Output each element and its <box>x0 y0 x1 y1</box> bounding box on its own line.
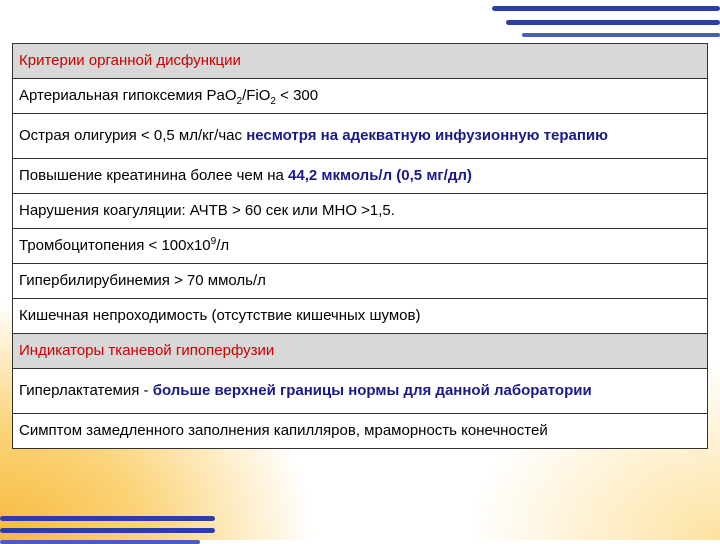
table-row <box>13 159 708 194</box>
decor-line <box>0 528 215 533</box>
decor-line <box>522 33 720 37</box>
criterion-ileus: Кишечная непроходимость (отсутствие кишечных шумов) <box>13 299 708 334</box>
table-row <box>13 299 708 334</box>
table-row <box>13 369 708 414</box>
decor-line <box>506 20 720 25</box>
section-tissue-hypoperfusion: Индикаторы тканевой гипоперфузии <box>13 334 708 369</box>
criteria-table <box>12 43 708 449</box>
criterion-capillary-refill: Симптом замедленного заполнения капилляров, мраморность конечностей <box>13 414 708 449</box>
table-row <box>13 194 708 229</box>
table-row <box>13 229 708 264</box>
criterion-hyperbilirubinemia: Гипербилирубинемия > 70 ммоль/л <box>13 264 708 299</box>
criterion-creatinine: Повышение креатинина более чем на 44,2 мкмоль/л (0,5 мг/дл) <box>13 159 708 194</box>
decor-line <box>492 6 720 11</box>
decorative-lines-top <box>492 6 720 38</box>
criterion-coagulation: Нарушения коагуляции: АЧТВ > 60 сек или МНО >1,5. <box>13 194 708 229</box>
section-header-row <box>13 44 708 79</box>
table-row <box>13 264 708 299</box>
table-row <box>13 79 708 114</box>
criterion-oliguria: Острая олигурия < 0,5 мл/кг/час несмотря на адекватную инфузионную терапию <box>13 114 708 159</box>
decor-line <box>0 516 215 521</box>
decorative-lines-bottom <box>0 516 215 540</box>
criterion-hypoxemia: Артериальная гипоксемия PaO$_2$/FiO$_2$ < 300 <box>13 79 708 114</box>
section-organ-dysfunction: Критерии органной дисфункции <box>13 44 708 79</box>
table-row <box>13 114 708 159</box>
decor-line <box>0 540 200 544</box>
criterion-thrombocytopenia: Тромбоцитопения < $100х10^9/л$ <box>13 229 708 264</box>
table-row <box>13 414 708 449</box>
section-header-row <box>13 334 708 369</box>
criterion-hyperlactatemia: Гиперлактатемия - больше верхней границы нормы для данной лаборатории <box>13 369 708 414</box>
